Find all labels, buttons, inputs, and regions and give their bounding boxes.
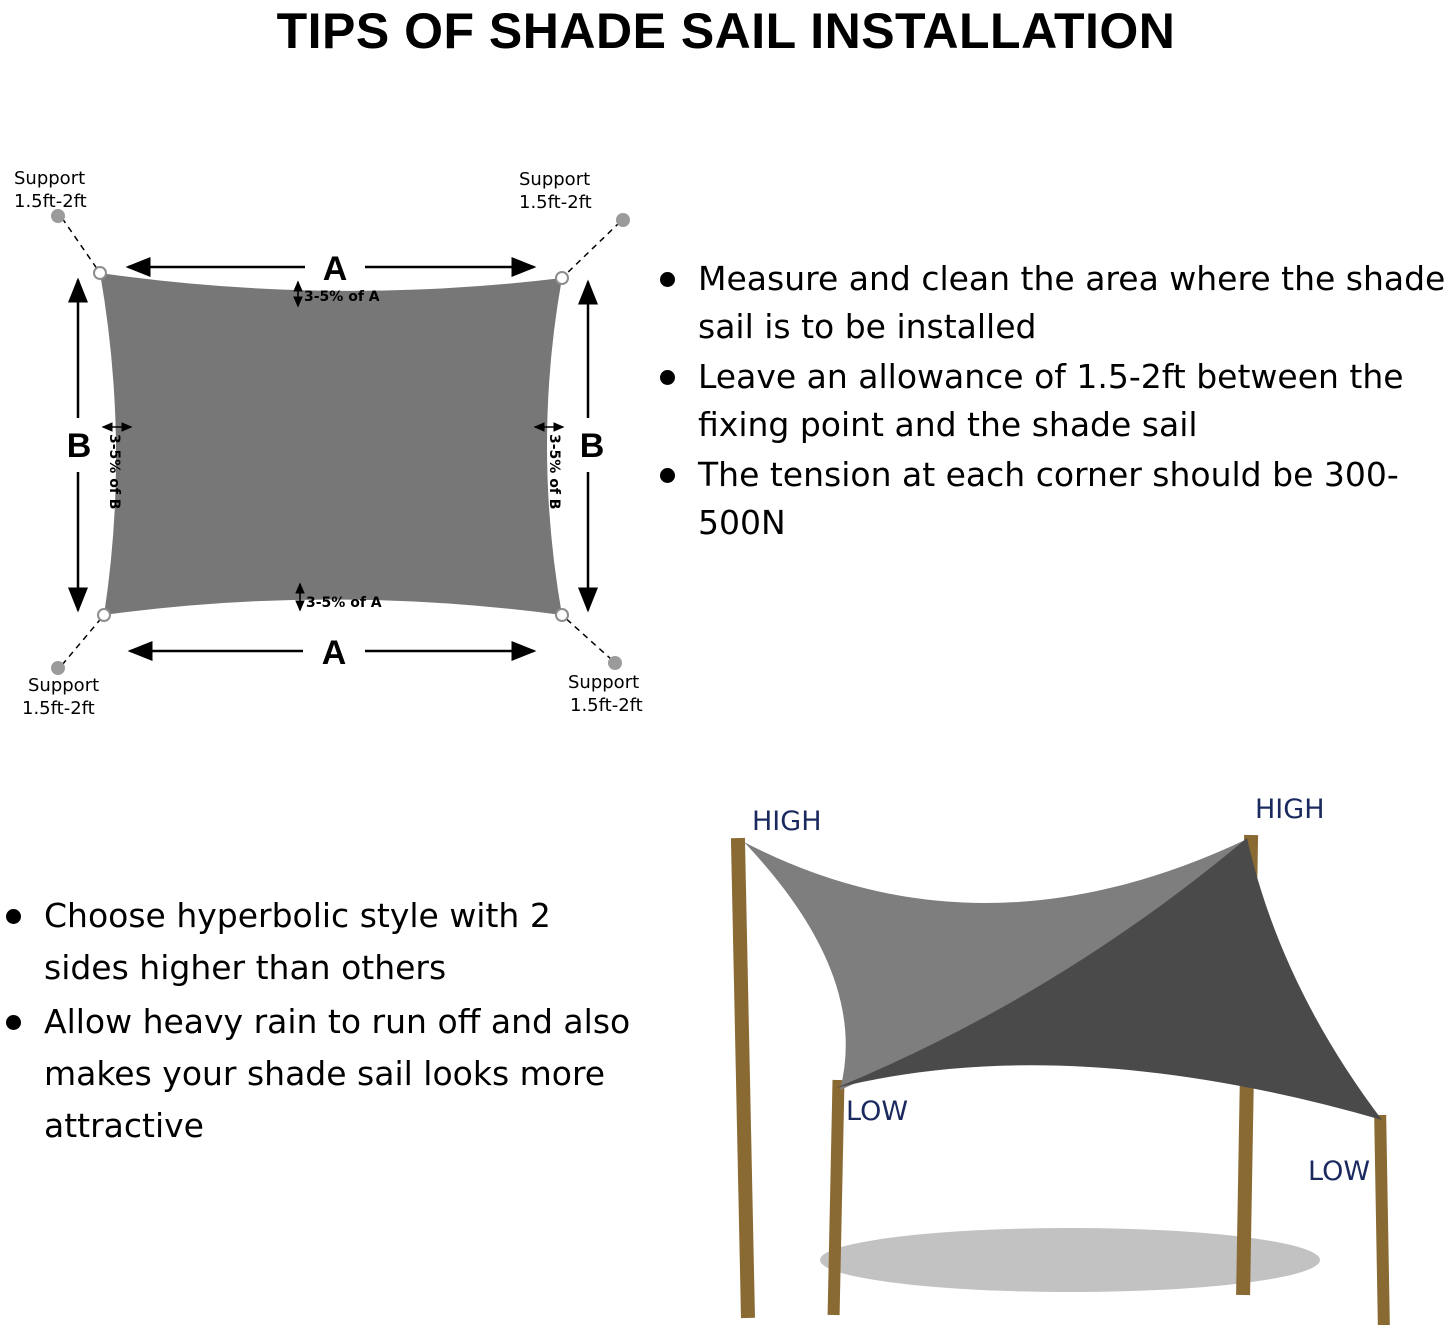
support-label-bottom-right (568, 672, 643, 716)
svg-text:Support: Support (14, 168, 86, 189)
list-item: Leave an allowance of 1.5-2ft between the fixing point and the shade sail (650, 353, 1450, 449)
dim-b-left: B (66, 427, 92, 465)
label-high-right: HIGH (1255, 794, 1325, 825)
bottom-tips-list (0, 890, 640, 1154)
list-item: Allow heavy rain to run off and also makes your shade sail looks more attractive (0, 996, 640, 1152)
label-high-left: HIGH (752, 806, 822, 837)
svg-text:1.5ft-2ft: 1.5ft-2ft (519, 192, 592, 213)
label-low-left: LOW (846, 1096, 909, 1127)
svg-text:Support: Support (519, 169, 591, 190)
sail-body (100, 273, 562, 615)
svg-text:Support: Support (568, 672, 640, 693)
dim-b-right: B (579, 427, 605, 465)
svg-text:1.5ft-2ft: 1.5ft-2ft (14, 191, 87, 212)
page-title: TIPS OF SHADE SAIL INSTALLATION (276, 3, 1176, 59)
svg-text:1.5ft-2ft: 1.5ft-2ft (570, 695, 643, 716)
list-item: Measure and clean the area where the shade sail is to be installed (650, 255, 1450, 351)
svg-text:1.5ft-2ft: 1.5ft-2ft (22, 698, 95, 719)
support-label-bottom-left (22, 675, 99, 719)
dim-a-top: A (322, 250, 348, 288)
hyperbolic-sail-diagram (640, 780, 1452, 1325)
rectangular-sail-diagram (0, 160, 660, 740)
support-label-top-left (14, 168, 87, 212)
dim-a-bottom: A (321, 634, 347, 672)
top-tips-list (650, 255, 1450, 549)
list-item: Choose hyperbolic style with 2 sides higher than others (0, 890, 640, 994)
curve-bottom-label: 3-5% of A (306, 595, 382, 611)
curve-right-label: 3-5% of B (546, 434, 562, 510)
label-low-right: LOW (1308, 1156, 1371, 1187)
curve-top-label: 3-5% of A (304, 289, 380, 305)
support-label-top-right (519, 169, 592, 213)
curve-left-label: 3-5% of B (106, 434, 122, 510)
svg-text:Support: Support (28, 675, 100, 696)
list-item: The tension at each corner should be 300-500N (650, 451, 1450, 547)
